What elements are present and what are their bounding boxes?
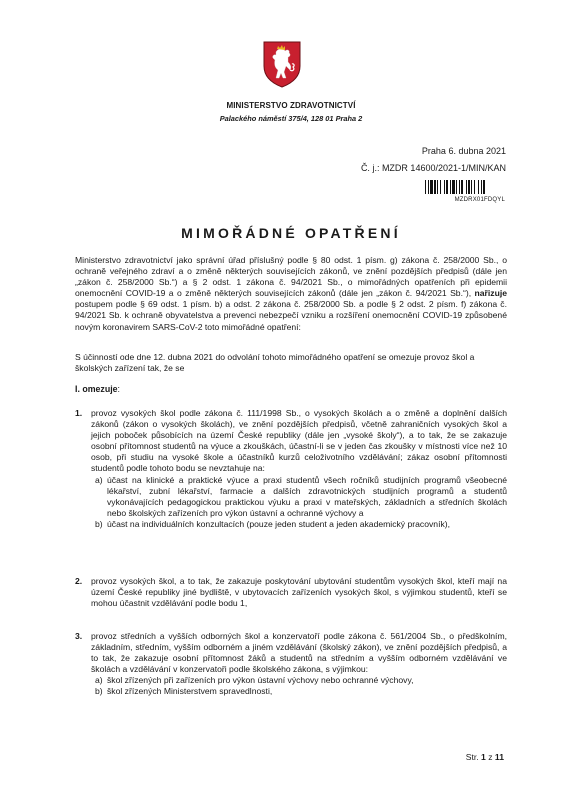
document-date: Praha 6. dubna 2021 bbox=[421, 146, 506, 156]
barcode-bar bbox=[459, 180, 460, 194]
sub-item-letter: a) bbox=[95, 474, 103, 485]
barcode-bar bbox=[444, 180, 445, 194]
intro-text-before: Ministerstvo zdravotnictví jako správní úřad příslušný podle § 80 odst. 1 písm. g) zákona č. 258/2000 Sb., o ochraně veřejného zdraví a o změně některých souvisejících zákonů, ve znění pozdějších předpisů (dále jen „zákon č. 258/2000 Sb.“) a § 2 odst. 1 zákona č. 94/2021 Sb., o mimořádných opatřeních při epidemii onemocnění COVID-19 a o změně některých souvisejících zákonů (dále jen „zákon č. 94/2021 Sb.“), bbox=[75, 255, 507, 299]
barcode-bar bbox=[474, 180, 475, 194]
section-heading bbox=[75, 384, 120, 394]
barcode-bar bbox=[452, 180, 455, 194]
page-current: 1 bbox=[481, 752, 486, 762]
page-prefix: Str. bbox=[465, 752, 482, 762]
list-item bbox=[75, 631, 507, 698]
barcode-bar bbox=[428, 180, 429, 194]
item-text: provoz vysokých škol podle zákona č. 111/1998 Sb., o vysokých školách a o změně a doplnění dalších zákonů (zákon o vysokých školách), ve znění pozdějších předpisů, včetně zahraničních vysokých škol a jejich poboček působících na území České republiky (dále jen „vysoké školy“), a to tak, že se zakazuje osobní přítomnost studentů na výuce a zkouškách, účastní-li se v jeden čas zkoušky v místnosti více než 10 osob, při studiu na vysoké škole a účastníků kurzů celoživotního vzdělávání; zákaz osobní přítomnosti studentů podle tohoto bodu se nevztahuje na: bbox=[91, 408, 507, 474]
list-item bbox=[75, 576, 507, 609]
ministry-address: Palackého náměstí 375/4, 128 01 Praha 2 bbox=[219, 114, 363, 123]
barcode-bar bbox=[440, 180, 441, 194]
document-title: MIMOŘÁDNÉ OPATŘENÍ bbox=[181, 225, 401, 241]
intro-text-after: postupem podle § 69 odst. 1 písm. b) a odst. 2 zákona č. 258/2000 Sb. a podle § 2 odst. 2 písm. f) zákona č. 94/2021 Sb. k ochraně obyvatelstva a prevenci nebezpečí vzniku a rozšíření onemocnění COVID-19 způsobené novým koronavirem SARS-CoV-2 toto mimořádné opatření: bbox=[75, 299, 507, 332]
barcode-bar bbox=[481, 180, 482, 194]
section-label: I. omezuje bbox=[75, 384, 118, 394]
sub-item-text: účast na individuálních konzultacích (pouze jeden student a jeden akademický pracovník), bbox=[107, 518, 450, 529]
intro-paragraph bbox=[75, 255, 507, 333]
item-text: provoz vysokých škol, a to tak, že zakazuje poskytování ubytování studentům vysokých škol, kteří mají na území České republiky jiné bydliště, v ubytovacích zařízeních vysokých škol, s výjimkou studentů, kteří se mohou účastnit vzdělávání podle bodu 1, bbox=[91, 576, 507, 609]
sub-item-text: účast na klinické a praktické výuce a praxi studentů všech ročníků studijních programů všeobecné lékařství, zubní lékařství, farmacie a dalších zdravotnických studijních programů a studentů vykonávajících pedagogickou praktickou výuku a praxi v mateřských, základních a středních školách nebo školských zařízeních pro výkon ústavní a ochranné výchovy a bbox=[107, 474, 507, 518]
intro-bold-word: nařizuje bbox=[474, 288, 507, 299]
barcode-bar bbox=[437, 180, 438, 194]
barcode-bar bbox=[468, 180, 470, 194]
page-number bbox=[466, 752, 504, 762]
sub-item-text: škol zřízených Ministerstvem spravedlnosti, bbox=[107, 686, 273, 697]
barcode-text: MZDRX01FDQYL bbox=[454, 197, 505, 203]
page-mid: z bbox=[485, 752, 495, 762]
barcode-bar bbox=[430, 180, 433, 194]
barcode-bar bbox=[466, 180, 467, 194]
barcode-bar bbox=[456, 180, 457, 194]
sub-item bbox=[95, 686, 507, 697]
barcode-bar bbox=[425, 180, 426, 194]
item-text: provoz středních a vyšších odborných škol a konzervatoří podle zákona č. 561/2004 Sb., o předškolním, základním, středním, vyšším odborném a jiném vzdělávání (školský zákon), ve znění pozdějších předpisů, a to tak, že zakazuje osobní přítomnost žáků a studentů na středním a vyšším odborném vzdělávání ve školách a vzdělávání v konzervatoři podle školského zákona, s výjimkou: bbox=[91, 631, 507, 675]
barcode-bar bbox=[450, 180, 451, 194]
section-colon: : bbox=[117, 384, 120, 394]
barcode-bar bbox=[446, 180, 448, 194]
barcode-bar bbox=[483, 180, 485, 194]
barcode-bar bbox=[461, 180, 463, 194]
ministry-name: MINISTERSTVO ZDRAVOTNICTVÍ bbox=[226, 101, 356, 110]
item-number: 3. bbox=[75, 631, 83, 641]
coat-of-arms-icon bbox=[262, 40, 302, 88]
item-number: 1. bbox=[75, 408, 83, 418]
barcode bbox=[425, 180, 507, 194]
page-total: 11 bbox=[494, 752, 504, 762]
lead-paragraph: S účinností ode dne 12. dubna 2021 do odvolání tohoto mimořádného opatření se omezuje provoz škol a školských zařízení tak, že se bbox=[75, 352, 475, 374]
sub-item-letter: a) bbox=[95, 675, 103, 686]
item-number: 2. bbox=[75, 576, 83, 586]
sub-item bbox=[95, 518, 507, 530]
sub-item-letter: b) bbox=[95, 686, 103, 697]
barcode-bar bbox=[478, 180, 479, 194]
list-item bbox=[75, 408, 507, 530]
sub-item bbox=[95, 474, 507, 519]
barcode-bar bbox=[434, 180, 436, 194]
sub-item bbox=[95, 675, 507, 686]
barcode-bar bbox=[471, 180, 472, 194]
reference-number: Č. j.: MZDR 14600/2021-1/MIN/KAN bbox=[360, 163, 506, 173]
sub-item-text: škol zřízených při zařízeních pro výkon ústavní výchovy nebo ochranné výchovy, bbox=[107, 675, 414, 686]
sub-item-letter: b) bbox=[95, 518, 103, 529]
